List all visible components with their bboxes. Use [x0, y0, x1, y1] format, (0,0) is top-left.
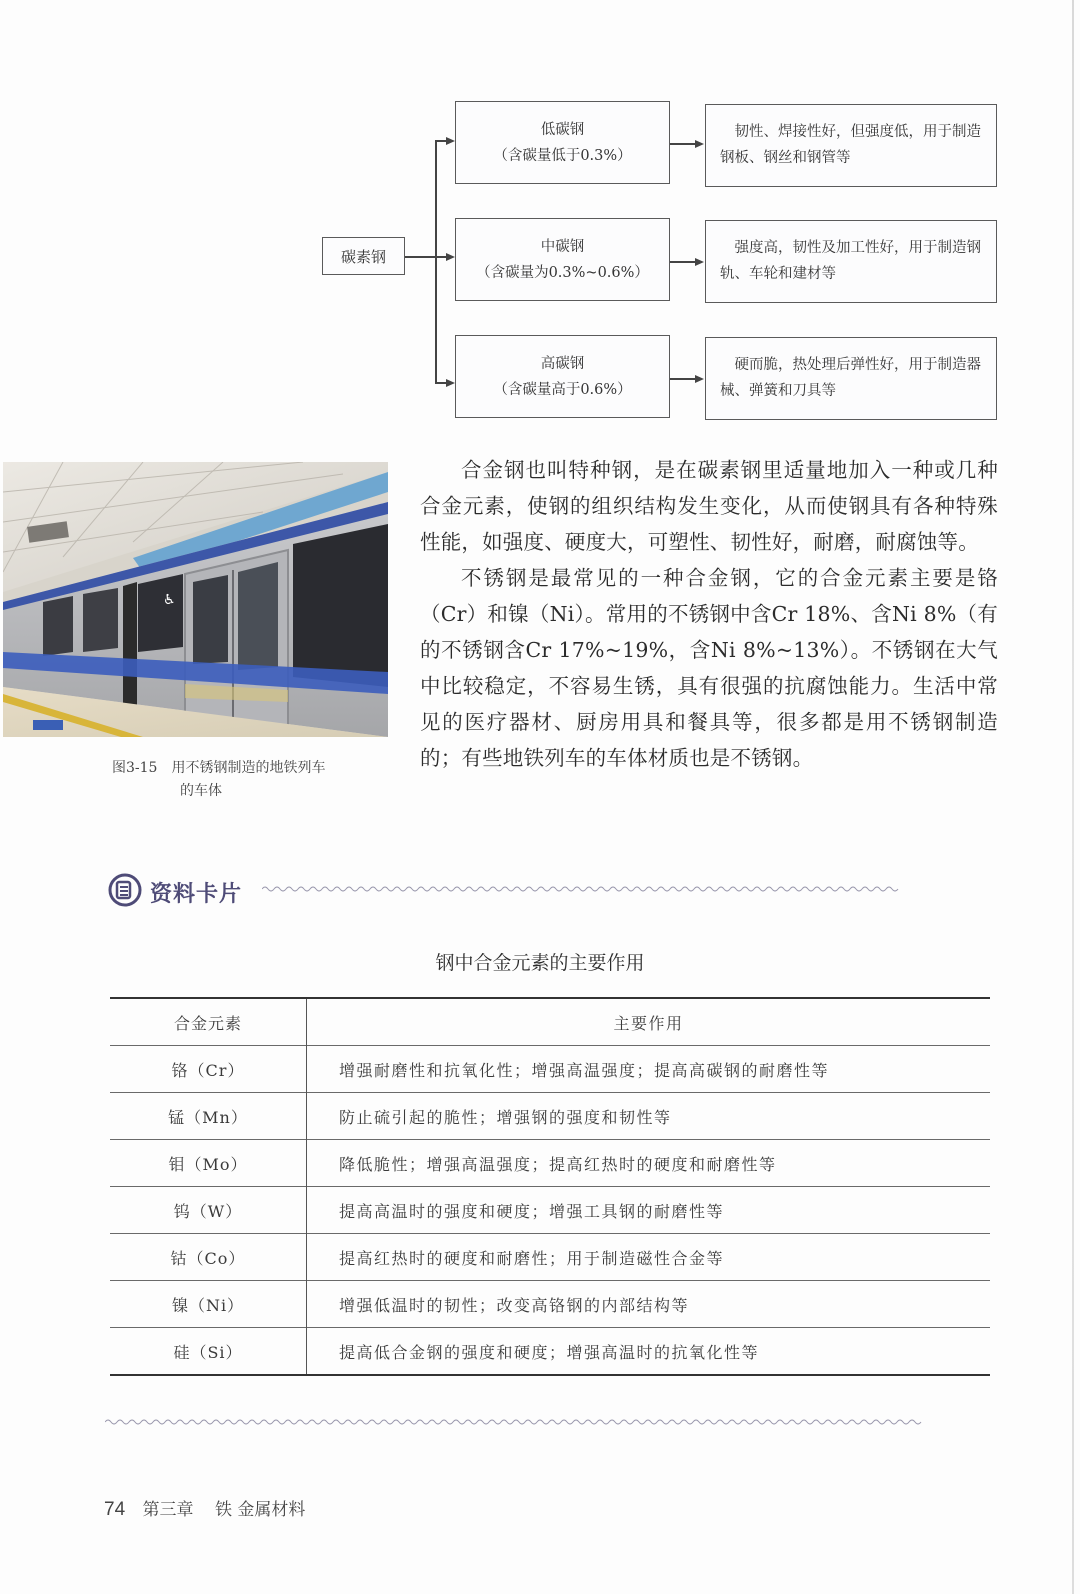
cell-element: 钼（Mo） [110, 1140, 307, 1187]
cell-element: 钴（Co） [110, 1234, 307, 1281]
table-row [110, 1093, 990, 1140]
root-box-carbon-steel [322, 237, 405, 275]
cell-effect: 增强低温时的韧性；改变高铬钢的内部结构等 [307, 1281, 991, 1328]
chapter-title: 铁 金属材料 [214, 1500, 306, 1520]
table-title: 钢中合金元素的主要作用 [435, 952, 645, 974]
category-description: 硬而脆，热处理后弹性好，用于制造器械、弹簧和刀具等 [720, 357, 981, 399]
category-box-low-carbon [455, 101, 670, 184]
body-text [420, 452, 998, 776]
cell-effect: 增强耐磨性和抗氧化性；增强高温强度；提高高碳钢的耐磨性等 [307, 1046, 991, 1093]
card-title: 资料卡片 [150, 881, 243, 907]
connector-trunk [435, 140, 437, 383]
connector-line [405, 256, 437, 258]
connector-line [670, 261, 696, 263]
description-box-medium-carbon [705, 220, 997, 303]
category-range: （含碳量高于0.6%） [493, 381, 632, 398]
table-row [110, 1328, 990, 1376]
wavy-divider-bottom [105, 1418, 975, 1426]
page-gutter-line [1072, 0, 1074, 1594]
connector-line [670, 378, 696, 380]
table-header-row [110, 998, 990, 1046]
category-range: （含碳量为0.3%~0.6%） [476, 264, 649, 281]
table-row [110, 1281, 990, 1328]
cell-element: 铬（Cr） [110, 1046, 307, 1093]
arrow-icon [695, 140, 704, 148]
arrow-icon [446, 137, 455, 145]
table-row [110, 1140, 990, 1187]
category-description: 韧性、焊接性好，但强度低，用于制造钢板、钢丝和钢管等 [720, 124, 981, 166]
connector-line [670, 143, 696, 145]
cell-effect: 提高低合金钢的强度和硬度；增强高温时的抗氧化性等 [307, 1328, 991, 1376]
figure-number: 图3-15 [112, 760, 158, 776]
paragraph-alloy-steel: 合金钢也叫特种钢，是在碳素钢里适量地加入一种或几种合金元素，使钢的组织结构发生变化，从而使钢具有各种特殊性能，如强度、硬度大，可塑性、韧性好，耐磨，耐腐蚀等。 [420, 458, 998, 554]
column-header-element: 合金元素 [110, 998, 307, 1046]
table-row [110, 1234, 990, 1281]
subway-train-illustration [3, 462, 388, 737]
category-name: 低碳钢 [540, 121, 585, 138]
data-card-header [108, 873, 242, 911]
page-footer [104, 1495, 305, 1521]
cell-element: 钨（W） [110, 1187, 307, 1234]
wavy-divider [262, 885, 982, 893]
document-list-icon [108, 873, 142, 911]
cell-effect: 提高高温时的强度和硬度；增强工具钢的耐磨性等 [307, 1187, 991, 1234]
page-number: 74 [104, 1499, 126, 1520]
root-label: 碳素钢 [340, 247, 386, 266]
cell-element: 镍（Ni） [110, 1281, 307, 1328]
cell-effect: 降低脆性；增强高温强度；提高红热时的硬度和耐磨性等 [307, 1140, 991, 1187]
subway-train-photo [3, 462, 388, 737]
caption-line-1: 用不锈钢制造的地铁列车 [171, 760, 326, 776]
cell-effect: 提高红热时的硬度和耐磨性；用于制造磁性合金等 [307, 1234, 991, 1281]
description-box-low-carbon [705, 104, 997, 187]
column-header-effect: 主要作用 [307, 998, 991, 1046]
cell-effect: 防止硫引起的脆性；增强钢的强度和韧性等 [307, 1093, 991, 1140]
figure-caption [112, 757, 325, 803]
description-box-high-carbon [705, 337, 997, 420]
paragraph-stainless-steel: 不锈钢是最常见的一种合金钢，它的合金元素主要是铬（Cr）和镍（Ni）。常用的不锈钢中含Cr 18%、含Ni 8%（有的不锈钢含Cr 17%~19%，含Ni 8%~13%）。不锈钢在大气中比较稳定，不容易生锈，具有很强的抗腐蚀能力。生活中常见的医疗器材、厨房用具和餐具等，很多都是用不锈钢制造的；有些地铁列车的车体材质也是不锈钢。 [420, 566, 998, 770]
svg-text:♿: ♿ [163, 592, 176, 608]
category-description: 强度高，韧性及加工性好，用于制造钢轨、车轮和建材等 [720, 240, 981, 282]
category-box-medium-carbon [455, 218, 670, 301]
arrow-icon [446, 253, 455, 261]
table-row [110, 1046, 990, 1093]
category-range: （含碳量低于0.3%） [493, 147, 632, 164]
arrow-icon [446, 379, 455, 387]
category-name: 高碳钢 [540, 355, 585, 372]
table-row [110, 1187, 990, 1234]
arrow-icon [695, 375, 704, 383]
chapter-label: 第三章 [142, 1500, 194, 1520]
category-box-high-carbon [455, 335, 670, 418]
category-name: 中碳钢 [540, 238, 585, 255]
cell-element: 锰（Mn） [110, 1093, 307, 1140]
cell-element: 硅（Si） [110, 1328, 307, 1376]
arrow-icon [695, 258, 704, 266]
alloy-elements-table [110, 997, 990, 1376]
caption-line-2: 的车体 [180, 783, 222, 799]
